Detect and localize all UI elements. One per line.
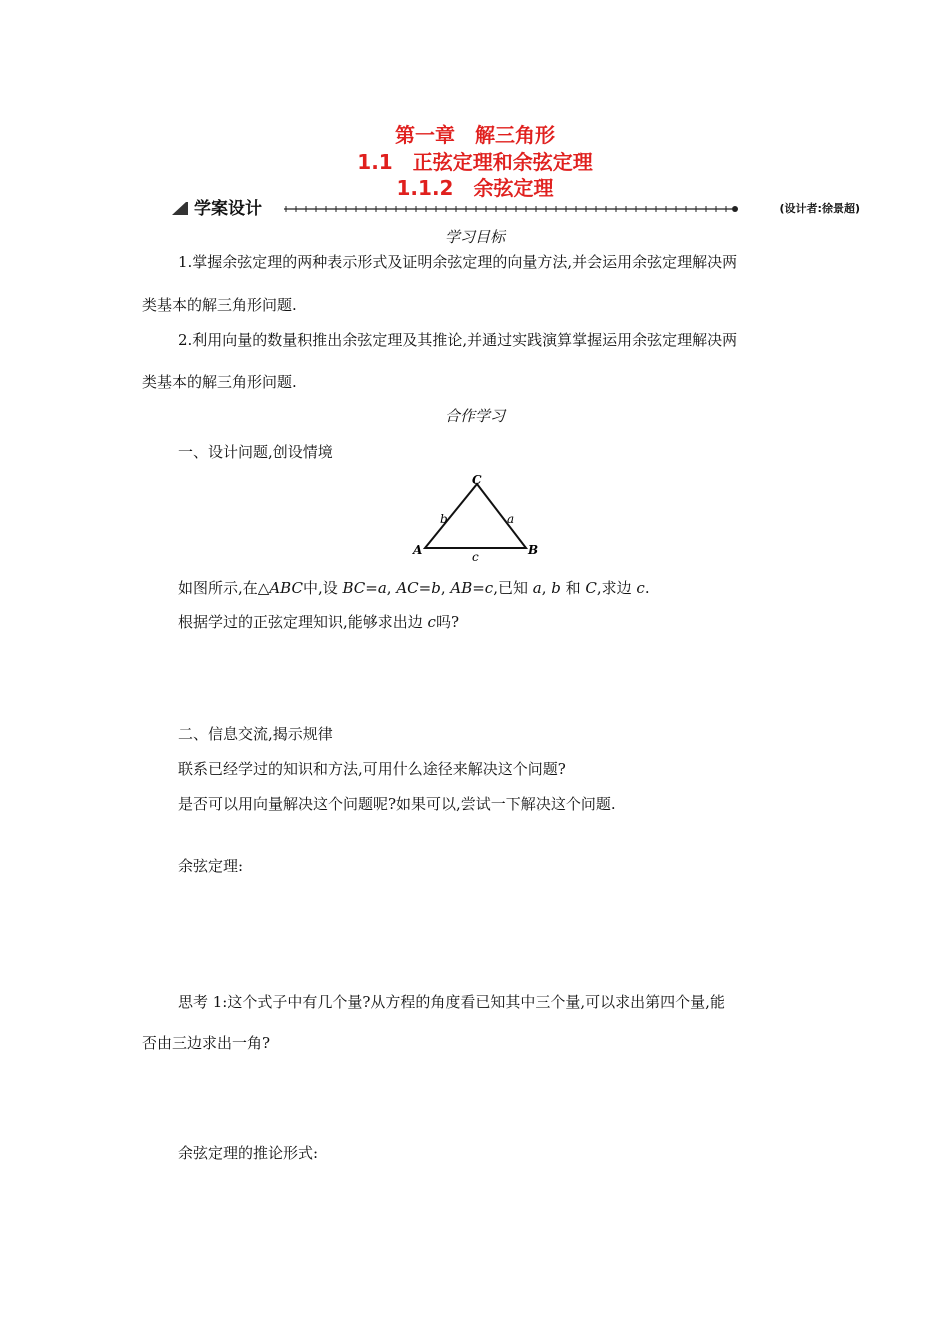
- question-1: 如图所示,在△ABC中,设 BC=a, AC=b, AB=c,已知 a, b 和 C,求边 c.: [178, 579, 650, 597]
- banner-credit: (设计者:徐景超): [779, 202, 860, 215]
- side-label-a: a: [507, 512, 515, 526]
- vertex-label-a: A: [413, 543, 423, 557]
- chapter-title: 第一章 解三角形: [395, 123, 555, 147]
- think-1-line-1: 思考 1:这个式子中有几个量?从方程的角度看已知其中三个量,可以求出第四个量,能: [178, 993, 725, 1011]
- section-title: 1.1 正弦定理和余弦定理: [357, 150, 593, 174]
- vertex-label-b: B: [528, 543, 539, 557]
- subsection-title: 1.1.2 余弦定理: [396, 176, 554, 200]
- part-2-title: 二、信息交流,揭示规律: [178, 725, 333, 743]
- banner-rule-end-dot: [732, 206, 738, 212]
- banner-label: 学案设计: [194, 199, 262, 219]
- study-plan-banner: [172, 198, 862, 220]
- part-1-title: 一、设计问题,创设情境: [178, 443, 333, 461]
- banner-ruler-graphic: [172, 198, 862, 220]
- objective-2-line-2: 类基本的解三角形问题.: [142, 373, 297, 391]
- question-2: 根据学过的正弦定理知识,能够求出边 c吗?: [178, 613, 459, 631]
- banner-wedge-icon: [172, 202, 188, 215]
- side-label-c: c: [472, 550, 479, 564]
- question-4: 是否可以用向量解决这个问题呢?如果可以,尝试一下解决这个问题.: [178, 795, 616, 813]
- objective-1-line-1: 1.掌握余弦定理的两种表示形式及证明余弦定理的向量方法,并会运用余弦定理解决两: [178, 253, 738, 271]
- triangle-figure: [405, 470, 545, 565]
- objectives-heading: 学习目标: [444, 228, 505, 246]
- question-3: 联系已经学过的知识和方法,可用什么途径来解决这个问题?: [178, 760, 566, 778]
- think-1-line-2: 否由三边求出一角?: [142, 1034, 271, 1052]
- cooperative-heading: 合作学习: [444, 407, 505, 425]
- side-label-b: b: [440, 512, 448, 526]
- corollary-label: 余弦定理的推论形式:: [178, 1144, 319, 1162]
- objective-2-line-1: 2.利用向量的数量积推出余弦定理及其推论,并通过实践演算掌握运用余弦定理解决两: [178, 331, 738, 349]
- vertex-label-c: C: [472, 473, 482, 487]
- law-of-cosines-label: 余弦定理:: [178, 857, 244, 875]
- objective-1-line-2: 类基本的解三角形问题.: [142, 296, 297, 314]
